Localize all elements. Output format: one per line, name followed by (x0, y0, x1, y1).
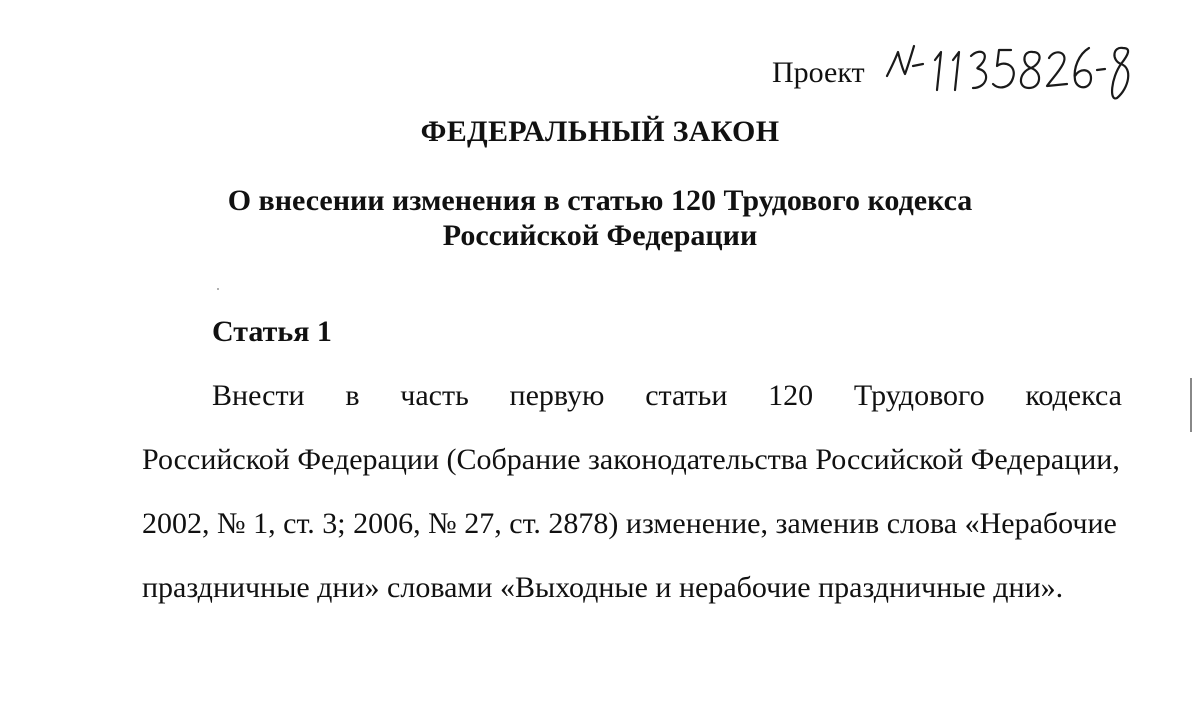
project-header (772, 38, 1133, 108)
handwritten-project-number (883, 38, 1133, 108)
article-line-3: 2002, № 1, ст. 3; 2006, № 27, ст. 2878) изменение, заменив слова «Нерабочие (142, 507, 1117, 540)
article-word: статьи (645, 379, 728, 412)
article-heading: Статья 1 (212, 315, 332, 348)
margin-mark (1190, 378, 1192, 432)
law-subtitle (0, 183, 1200, 253)
article-word: часть (400, 379, 469, 412)
article-line-1 (142, 372, 1122, 436)
law-subtitle-line-2: Российской Федерации (442, 219, 758, 252)
article-word: Трудового (853, 379, 985, 412)
law-title: ФЕДЕРАЛЬНЫЙ ЗАКОН (420, 115, 780, 148)
article-word: в (345, 379, 360, 412)
article-word: кодекса (1025, 379, 1122, 412)
handwritten-number-signature-icon (883, 38, 1133, 108)
article-word: первую (509, 379, 605, 412)
article-line-4: праздничные дни» словами «Выходные и нерабочие праздничные дни». (142, 571, 1064, 604)
article-word: Внести (212, 379, 305, 412)
article-word: 120 (768, 379, 814, 412)
scan-speck (217, 288, 219, 290)
article-line-2: Российской Федерации (Собрание законодательства Российской Федерации, (142, 443, 1120, 476)
project-label: Проект (772, 56, 865, 89)
article-body (142, 372, 1122, 628)
law-subtitle-line-1: О внесении изменения в статью 120 Трудового кодекса (227, 184, 973, 217)
